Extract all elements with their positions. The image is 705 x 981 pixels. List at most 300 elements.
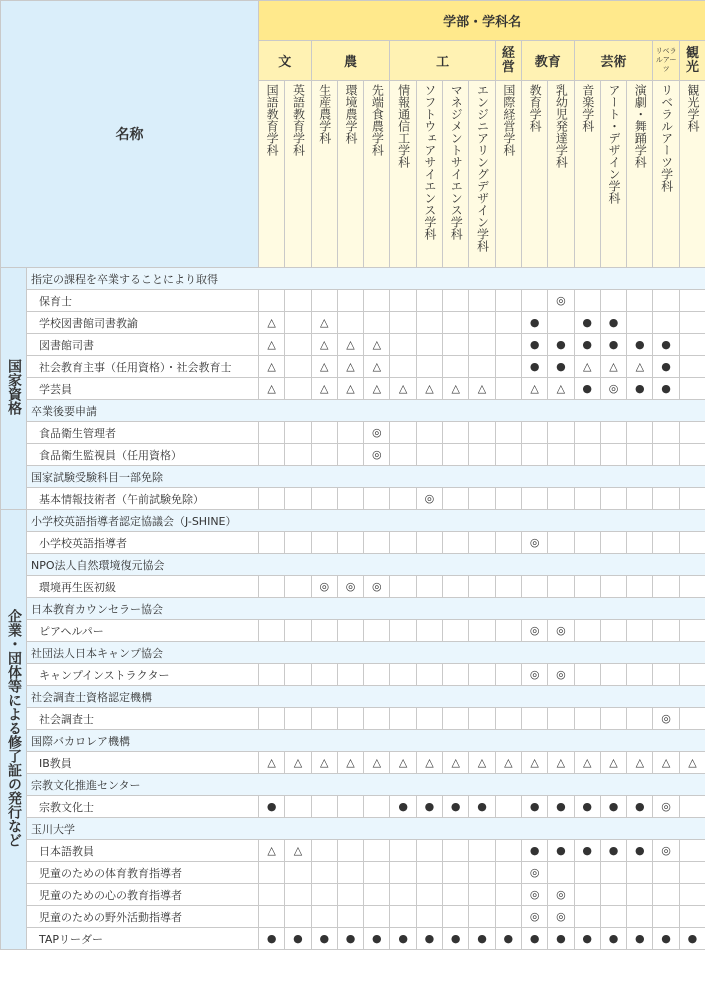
mark-cell bbox=[679, 532, 705, 554]
faculty-header: 文 bbox=[259, 41, 312, 81]
faculty-header: 農 bbox=[311, 41, 390, 81]
mark-cell bbox=[495, 444, 521, 466]
mark-cell bbox=[495, 906, 521, 928]
mark-cell: △ bbox=[337, 356, 363, 378]
mark-cell: ● bbox=[495, 928, 521, 950]
mark-cell bbox=[653, 620, 679, 642]
mark-cell bbox=[600, 444, 626, 466]
mark-cell bbox=[311, 532, 337, 554]
mark-cell bbox=[679, 444, 705, 466]
mark-cell bbox=[627, 576, 653, 598]
mark-cell: ● bbox=[390, 928, 416, 950]
qualification-name: 社会教育主事（任用資格）・社会教育士 bbox=[27, 356, 259, 378]
mark-cell bbox=[521, 422, 547, 444]
mark-cell: △ bbox=[574, 752, 600, 774]
mark-cell bbox=[679, 884, 705, 906]
mark-cell: △ bbox=[416, 378, 442, 400]
mark-cell bbox=[574, 290, 600, 312]
category-label: 小学校英語指導者認定協議会（J-SHINE） bbox=[27, 510, 705, 532]
mark-cell bbox=[259, 444, 285, 466]
mark-cell bbox=[679, 906, 705, 928]
mark-cell bbox=[311, 708, 337, 730]
mark-cell bbox=[574, 708, 600, 730]
mark-cell: △ bbox=[600, 752, 626, 774]
mark-cell bbox=[337, 862, 363, 884]
faculty-group-header: 学部・学科名 bbox=[259, 1, 705, 41]
mark-cell bbox=[469, 840, 495, 862]
department-header bbox=[548, 81, 574, 268]
qualification-row bbox=[1, 312, 705, 334]
mark-cell: ● bbox=[653, 928, 679, 950]
mark-cell bbox=[285, 884, 311, 906]
mark-cell bbox=[390, 312, 416, 334]
department-label: リベラルアーツ学科 bbox=[659, 84, 674, 192]
category-row bbox=[1, 466, 705, 488]
mark-cell: ◎ bbox=[548, 664, 574, 686]
mark-cell: △ bbox=[259, 752, 285, 774]
department-header bbox=[653, 81, 679, 268]
mark-cell: ● bbox=[521, 334, 547, 356]
mark-cell bbox=[574, 444, 600, 466]
department-label: 演劇・舞踊学科 bbox=[633, 84, 648, 168]
mark-cell bbox=[311, 906, 337, 928]
mark-cell bbox=[627, 862, 653, 884]
mark-cell: ● bbox=[653, 378, 679, 400]
mark-cell bbox=[337, 422, 363, 444]
mark-cell: ● bbox=[311, 928, 337, 950]
category-label: 社団法人日本キャンプ協会 bbox=[27, 642, 705, 664]
mark-cell: ◎ bbox=[364, 444, 390, 466]
mark-cell bbox=[443, 620, 469, 642]
mark-cell bbox=[443, 488, 469, 510]
mark-cell bbox=[653, 422, 679, 444]
mark-cell bbox=[495, 862, 521, 884]
mark-cell bbox=[627, 422, 653, 444]
mark-cell bbox=[653, 664, 679, 686]
mark-cell bbox=[285, 378, 311, 400]
mark-cell bbox=[285, 796, 311, 818]
mark-cell bbox=[416, 620, 442, 642]
qualification-name: IB教員 bbox=[27, 752, 259, 774]
category-label: 卒業後要申請 bbox=[27, 400, 705, 422]
mark-cell bbox=[337, 488, 363, 510]
qualification-name: 図書館司書 bbox=[27, 334, 259, 356]
mark-cell bbox=[495, 576, 521, 598]
mark-cell bbox=[390, 708, 416, 730]
mark-cell bbox=[259, 862, 285, 884]
mark-cell bbox=[390, 620, 416, 642]
mark-cell bbox=[469, 664, 495, 686]
mark-cell bbox=[469, 356, 495, 378]
mark-cell: ● bbox=[627, 840, 653, 862]
mark-cell bbox=[311, 488, 337, 510]
mark-cell bbox=[259, 576, 285, 598]
mark-cell bbox=[443, 290, 469, 312]
section-label-text: 企業・団体等による修了証の発行など bbox=[6, 608, 22, 847]
mark-cell bbox=[443, 884, 469, 906]
mark-cell: △ bbox=[548, 378, 574, 400]
mark-cell bbox=[311, 664, 337, 686]
department-label: 生産農学科 bbox=[317, 84, 332, 144]
mark-cell: ◎ bbox=[653, 840, 679, 862]
department-label: 英語教育学科 bbox=[291, 84, 306, 156]
qualification-name: ピアヘルパー bbox=[27, 620, 259, 642]
qualification-row bbox=[1, 620, 705, 642]
mark-cell bbox=[443, 664, 469, 686]
mark-cell bbox=[364, 290, 390, 312]
mark-cell bbox=[416, 334, 442, 356]
mark-cell bbox=[600, 884, 626, 906]
mark-cell bbox=[600, 290, 626, 312]
mark-cell bbox=[311, 796, 337, 818]
mark-cell bbox=[259, 290, 285, 312]
department-header bbox=[521, 81, 547, 268]
category-row bbox=[1, 554, 705, 576]
mark-cell bbox=[495, 708, 521, 730]
mark-cell bbox=[600, 862, 626, 884]
mark-cell: ● bbox=[416, 796, 442, 818]
qualification-name: 環境再生医初級 bbox=[27, 576, 259, 598]
mark-cell bbox=[600, 664, 626, 686]
mark-cell: △ bbox=[416, 752, 442, 774]
mark-cell bbox=[653, 444, 679, 466]
mark-cell bbox=[259, 708, 285, 730]
faculty-header: 芸術 bbox=[574, 41, 653, 81]
department-label: 国際経営学科 bbox=[501, 84, 516, 156]
department-label: エンジニアリングデザイン学科 bbox=[475, 84, 490, 252]
mark-cell: △ bbox=[364, 334, 390, 356]
mark-cell: ● bbox=[574, 928, 600, 950]
mark-cell bbox=[416, 290, 442, 312]
mark-cell bbox=[469, 444, 495, 466]
category-label: 日本教育カウンセラー協会 bbox=[27, 598, 705, 620]
mark-cell bbox=[574, 488, 600, 510]
mark-cell bbox=[337, 884, 363, 906]
mark-cell bbox=[679, 312, 705, 334]
mark-cell bbox=[548, 532, 574, 554]
mark-cell: △ bbox=[337, 378, 363, 400]
category-label: 国家試験受験科目一部免除 bbox=[27, 466, 705, 488]
category-label: NPO法人自然環境復元協会 bbox=[27, 554, 705, 576]
department-label: 国語教育学科 bbox=[265, 84, 280, 156]
mark-cell bbox=[259, 664, 285, 686]
mark-cell bbox=[416, 906, 442, 928]
mark-cell: ● bbox=[548, 356, 574, 378]
qualification-name: 児童のための野外活動指導者 bbox=[27, 906, 259, 928]
mark-cell: ● bbox=[521, 312, 547, 334]
mark-cell bbox=[285, 422, 311, 444]
mark-cell bbox=[390, 422, 416, 444]
mark-cell: △ bbox=[337, 334, 363, 356]
mark-cell: ● bbox=[521, 796, 547, 818]
mark-cell bbox=[653, 312, 679, 334]
mark-cell bbox=[416, 708, 442, 730]
mark-cell bbox=[443, 356, 469, 378]
mark-cell bbox=[627, 884, 653, 906]
mark-cell: △ bbox=[443, 378, 469, 400]
mark-cell: △ bbox=[259, 312, 285, 334]
mark-cell: ◎ bbox=[311, 576, 337, 598]
mark-cell bbox=[679, 488, 705, 510]
mark-cell bbox=[600, 620, 626, 642]
mark-cell bbox=[548, 312, 574, 334]
mark-cell bbox=[364, 312, 390, 334]
mark-cell bbox=[574, 664, 600, 686]
qualification-name: 児童のための心の教育指導者 bbox=[27, 884, 259, 906]
mark-cell bbox=[390, 840, 416, 862]
mark-cell: ● bbox=[337, 928, 363, 950]
mark-cell: △ bbox=[311, 312, 337, 334]
faculty-header: 観光 bbox=[679, 41, 705, 81]
mark-cell bbox=[548, 422, 574, 444]
department-label: 教育学科 bbox=[528, 84, 543, 132]
mark-cell bbox=[364, 862, 390, 884]
mark-cell bbox=[653, 862, 679, 884]
mark-cell bbox=[337, 620, 363, 642]
qualification-name: 児童のための体育教育指導者 bbox=[27, 862, 259, 884]
mark-cell: ● bbox=[390, 796, 416, 818]
mark-cell: ◎ bbox=[364, 422, 390, 444]
mark-cell bbox=[285, 444, 311, 466]
qualification-row bbox=[1, 862, 705, 884]
department-header bbox=[337, 81, 363, 268]
mark-cell: ● bbox=[574, 840, 600, 862]
mark-cell: △ bbox=[390, 378, 416, 400]
mark-cell bbox=[653, 290, 679, 312]
mark-cell bbox=[285, 356, 311, 378]
mark-cell bbox=[627, 488, 653, 510]
mark-cell bbox=[285, 334, 311, 356]
qualification-name: 学校図書館司書教諭 bbox=[27, 312, 259, 334]
mark-cell bbox=[627, 532, 653, 554]
mark-cell bbox=[679, 356, 705, 378]
mark-cell: △ bbox=[469, 752, 495, 774]
department-header bbox=[574, 81, 600, 268]
mark-cell: ● bbox=[653, 356, 679, 378]
mark-cell bbox=[548, 708, 574, 730]
mark-cell bbox=[521, 708, 547, 730]
mark-cell: ● bbox=[469, 796, 495, 818]
mark-cell bbox=[495, 422, 521, 444]
department-label: 先端食農学科 bbox=[370, 84, 385, 156]
mark-cell: ◎ bbox=[653, 796, 679, 818]
qualification-name: 社会調査士 bbox=[27, 708, 259, 730]
mark-cell: △ bbox=[364, 378, 390, 400]
mark-cell bbox=[521, 444, 547, 466]
mark-cell: ◎ bbox=[548, 290, 574, 312]
mark-cell bbox=[679, 422, 705, 444]
mark-cell bbox=[443, 334, 469, 356]
category-label: 玉川大学 bbox=[27, 818, 705, 840]
mark-cell bbox=[337, 532, 363, 554]
mark-cell bbox=[416, 422, 442, 444]
mark-cell bbox=[364, 796, 390, 818]
mark-cell: ● bbox=[679, 928, 705, 950]
category-row bbox=[1, 686, 705, 708]
department-header bbox=[469, 81, 495, 268]
mark-cell bbox=[337, 796, 363, 818]
department-header bbox=[679, 81, 705, 268]
mark-cell bbox=[679, 862, 705, 884]
mark-cell bbox=[390, 334, 416, 356]
mark-cell bbox=[337, 708, 363, 730]
mark-cell bbox=[469, 576, 495, 598]
mark-cell bbox=[416, 884, 442, 906]
mark-cell bbox=[627, 664, 653, 686]
mark-cell: ◎ bbox=[521, 862, 547, 884]
mark-cell bbox=[679, 576, 705, 598]
mark-cell bbox=[469, 290, 495, 312]
qualification-row bbox=[1, 488, 705, 510]
mark-cell: △ bbox=[259, 334, 285, 356]
mark-cell bbox=[311, 620, 337, 642]
faculty-header: 経営 bbox=[495, 41, 521, 81]
mark-cell: △ bbox=[600, 356, 626, 378]
mark-cell bbox=[679, 334, 705, 356]
mark-cell bbox=[416, 576, 442, 598]
section-label-text: 国家資格 bbox=[6, 358, 22, 415]
mark-cell: ● bbox=[521, 928, 547, 950]
qualification-name: TAPリーダー bbox=[27, 928, 259, 950]
mark-cell bbox=[259, 422, 285, 444]
mark-cell bbox=[311, 444, 337, 466]
mark-cell: △ bbox=[469, 378, 495, 400]
department-label: マネジメントサイエンス学科 bbox=[449, 84, 464, 240]
department-label: 情報通信工学科 bbox=[396, 84, 411, 168]
mark-cell bbox=[364, 708, 390, 730]
department-header bbox=[416, 81, 442, 268]
mark-cell bbox=[443, 576, 469, 598]
mark-cell bbox=[574, 532, 600, 554]
mark-cell: ● bbox=[574, 796, 600, 818]
mark-cell bbox=[469, 312, 495, 334]
mark-cell bbox=[574, 906, 600, 928]
mark-cell bbox=[627, 444, 653, 466]
mark-cell bbox=[574, 862, 600, 884]
mark-cell bbox=[679, 664, 705, 686]
mark-cell bbox=[416, 840, 442, 862]
mark-cell bbox=[390, 906, 416, 928]
category-label: 指定の課程を卒業することにより取得 bbox=[27, 268, 705, 290]
mark-cell bbox=[627, 708, 653, 730]
mark-cell bbox=[364, 884, 390, 906]
mark-cell bbox=[364, 906, 390, 928]
qualification-name: 食品衛生監視員（任用資格） bbox=[27, 444, 259, 466]
mark-cell bbox=[600, 422, 626, 444]
mark-cell: ◎ bbox=[548, 906, 574, 928]
mark-cell bbox=[548, 444, 574, 466]
mark-cell bbox=[259, 488, 285, 510]
qualification-row bbox=[1, 664, 705, 686]
mark-cell: ● bbox=[627, 378, 653, 400]
mark-cell: ● bbox=[548, 928, 574, 950]
mark-cell bbox=[416, 862, 442, 884]
mark-cell: △ bbox=[285, 840, 311, 862]
mark-cell bbox=[627, 312, 653, 334]
mark-cell bbox=[416, 532, 442, 554]
department-header bbox=[390, 81, 416, 268]
mark-cell bbox=[469, 532, 495, 554]
section-label bbox=[1, 510, 27, 950]
mark-cell: ● bbox=[521, 840, 547, 862]
mark-cell bbox=[285, 620, 311, 642]
mark-cell bbox=[364, 488, 390, 510]
mark-cell bbox=[311, 840, 337, 862]
category-row bbox=[1, 818, 705, 840]
mark-cell bbox=[469, 334, 495, 356]
mark-cell bbox=[495, 884, 521, 906]
mark-cell bbox=[469, 620, 495, 642]
mark-cell bbox=[259, 884, 285, 906]
mark-cell bbox=[495, 290, 521, 312]
mark-cell: ◎ bbox=[653, 708, 679, 730]
department-header bbox=[443, 81, 469, 268]
department-label: アート・デザイン学科 bbox=[607, 84, 621, 204]
qualification-row bbox=[1, 576, 705, 598]
mark-cell bbox=[679, 796, 705, 818]
department-header bbox=[285, 81, 311, 268]
qualification-row bbox=[1, 708, 705, 730]
mark-cell: △ bbox=[679, 752, 705, 774]
qualification-row bbox=[1, 290, 705, 312]
mark-cell bbox=[574, 884, 600, 906]
mark-cell bbox=[574, 422, 600, 444]
mark-cell bbox=[443, 840, 469, 862]
mark-cell bbox=[285, 312, 311, 334]
mark-cell bbox=[311, 862, 337, 884]
mark-cell bbox=[443, 708, 469, 730]
mark-cell bbox=[627, 620, 653, 642]
category-label: 社会調査士資格認定機構 bbox=[27, 686, 705, 708]
category-row bbox=[1, 268, 705, 290]
mark-cell: ● bbox=[259, 928, 285, 950]
mark-cell bbox=[521, 576, 547, 598]
department-label: ソフトウェアサイエンス学科 bbox=[422, 84, 437, 240]
qualification-row bbox=[1, 884, 705, 906]
mark-cell: ● bbox=[653, 334, 679, 356]
mark-cell: ◎ bbox=[416, 488, 442, 510]
mark-cell: ● bbox=[600, 796, 626, 818]
mark-cell bbox=[390, 884, 416, 906]
mark-cell bbox=[495, 312, 521, 334]
category-row bbox=[1, 730, 705, 752]
mark-cell: △ bbox=[653, 752, 679, 774]
mark-cell: ● bbox=[600, 840, 626, 862]
mark-cell bbox=[679, 378, 705, 400]
mark-cell bbox=[259, 532, 285, 554]
mark-cell bbox=[443, 312, 469, 334]
mark-cell: △ bbox=[443, 752, 469, 774]
mark-cell bbox=[495, 532, 521, 554]
mark-cell bbox=[364, 664, 390, 686]
mark-cell bbox=[443, 862, 469, 884]
mark-cell: △ bbox=[311, 334, 337, 356]
mark-cell bbox=[653, 576, 679, 598]
qualification-row bbox=[1, 356, 705, 378]
mark-cell: ● bbox=[521, 356, 547, 378]
qualification-row bbox=[1, 796, 705, 818]
mark-cell: ● bbox=[548, 334, 574, 356]
department-header bbox=[495, 81, 521, 268]
mark-cell: ● bbox=[600, 928, 626, 950]
mark-cell bbox=[521, 488, 547, 510]
mark-cell bbox=[364, 620, 390, 642]
mark-cell bbox=[337, 664, 363, 686]
mark-cell bbox=[337, 840, 363, 862]
mark-cell bbox=[259, 906, 285, 928]
mark-cell: ● bbox=[574, 378, 600, 400]
category-label: 宗教文化推進センター bbox=[27, 774, 705, 796]
